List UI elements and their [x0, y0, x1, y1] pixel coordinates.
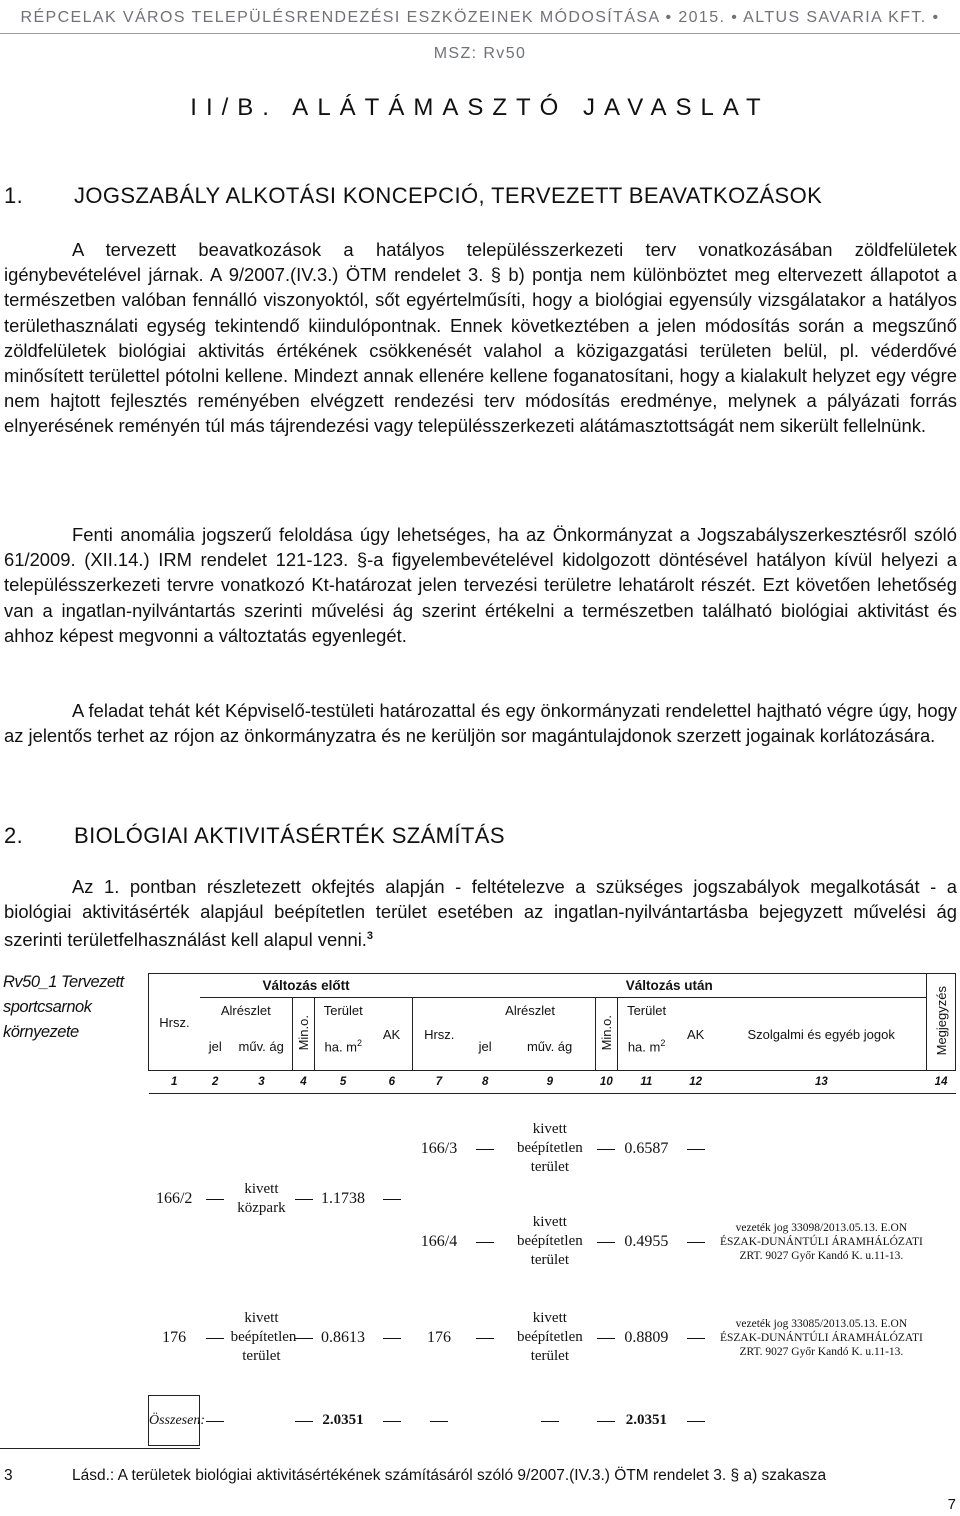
r1b-area-after: 0.4955: [624, 1232, 669, 1250]
r2-rights: vezeték jog 33085/2013.05.13. E.ON ÉSZAK-DUNÁNTÚLI ÁRAMHÁLÓZATI ZRT. 9027 Győr Kandó K. u.11-13.: [719, 1317, 923, 1358]
r2-muv-after: kivett beépítetlen terület: [516, 1310, 583, 1364]
r2-hrsz-after: 176: [427, 1328, 451, 1346]
section-1-p1-text: A tervezett beavatkozások a hatályos településszerkezeti terv vonatkozásában zöldfelületek igénybevételével járnak. A 9/2007.(IV.3.) ÖTM rendelet 3. § b) pontja nem különböztet meg eltervezett állapotot a természetben valóban fennálló viszonyoktól, sőt egyértelműsíti, hogy a biológiai egyensúly vizsgálatakor a hatályos területhasználati egység tekintendő kiindulópontnak. Ennek következtében a jelen módosítás során a megszűnő zöldfelületek biológiai aktivitás értékének csökkenését valahol a közigazgatási területen belül, pl. véderdővé minősített területtel pótolni kellene. Mindezt annak ellenére kellene foganatosítani, hogy a kialakult helyzet egy végre nem hajtott fejlesztés reményében elvégzett rendezési terv módosítás eredménye, melynek a pályázati forrás elnyerésének reményén túl más tájrendezési vagy településszerkezeti alátámasztottságát nem sikerült fellelnünk.: [4, 239, 957, 437]
dash: [687, 1149, 705, 1150]
r1a-ak-after: [675, 1106, 716, 1192]
th-ak-after: AK: [675, 998, 716, 1071]
dash: [295, 1421, 313, 1422]
r2-ak-after: [675, 1292, 716, 1384]
dash: [687, 1242, 705, 1243]
footnote: [4, 1467, 826, 1485]
col-number: 8: [466, 1071, 505, 1094]
col-number: 3: [231, 1071, 293, 1094]
col-number: 2: [200, 1071, 231, 1094]
section-2-heading: [4, 823, 505, 849]
dash: [295, 1199, 313, 1200]
dash: [383, 1338, 401, 1339]
dash: [476, 1149, 494, 1150]
th-megjegyzes-cell: [927, 974, 956, 1071]
col-number: 10: [595, 1071, 618, 1094]
r1b-rights: vezeték jog 33098/2013.05.13. E.ON ÉSZAK-DUNÁNTÚLI ÁRAMHÁLÓZATI ZRT. 9027 Győr Kandó K. u.11-13.: [719, 1221, 923, 1262]
header-rule: [0, 33, 960, 34]
th-valtozas-utan: Változás után: [412, 974, 926, 998]
r1-jel-before: [200, 1106, 231, 1292]
section-1-paragraph-3: [4, 698, 957, 748]
th-ak-before: AK: [371, 998, 412, 1071]
th-hrsz-after: Hrsz.: [412, 998, 465, 1071]
r1b-muv-after: kivett beépítetlen terület: [516, 1214, 583, 1268]
dash: [383, 1421, 401, 1422]
biological-activity-table: [148, 973, 956, 1446]
dash: [476, 1242, 494, 1243]
r2-mino-after: [595, 1292, 618, 1384]
part-title: II/B. ALÁTÁMASZTÓ JAVASLAT: [190, 94, 770, 121]
th-jel-before: jel: [208, 1038, 222, 1054]
col-number: 11: [618, 1071, 675, 1094]
sum-label: Összesen:: [149, 1396, 200, 1446]
r1a-jel-after: [466, 1106, 505, 1192]
dash: [383, 1199, 401, 1200]
dash: [430, 1421, 448, 1422]
section-1-paragraph-1: [4, 237, 957, 439]
section-1-p3-text: A feladat tehát két Képviselő-testületi határozattal és egy önkormányzati rendelettel hajtható végre úgy, hogy az jelentős terhet az rójon az önkormányzatra és ne kerüljön sor magántulajdonok szerzett jogainak korlátozására.: [4, 700, 957, 747]
section-1-paragraph-2: [4, 522, 957, 648]
dash: [541, 1421, 559, 1422]
col-number: 12: [675, 1071, 716, 1094]
dash: [206, 1338, 224, 1339]
section-1-number: 1.: [4, 183, 24, 208]
r1-ak-before: [371, 1106, 412, 1292]
th-terulet-after: Terület: [618, 998, 675, 1023]
dash: [597, 1242, 615, 1243]
th-terulet-before: Terület: [315, 998, 371, 1023]
dash: [295, 1338, 313, 1339]
r2-ak-before: [371, 1292, 412, 1384]
dash: [206, 1421, 224, 1422]
th-megjegyzes: Megjegyzés: [933, 985, 949, 1056]
th-alreszlet-after: Alrészlet: [466, 998, 595, 1023]
th-valtozas-elott: Változás előtt: [200, 974, 412, 998]
r2-muv-before: kivett beépítetlen terület: [230, 1310, 297, 1364]
col-number: 13: [716, 1071, 927, 1094]
col-number: 6: [371, 1071, 412, 1094]
col-number: 9: [505, 1071, 595, 1094]
th-mino-after: Min.o.: [598, 1014, 614, 1051]
r1b-mino-after: [595, 1192, 618, 1292]
sum-before: 2.0351: [322, 1412, 364, 1428]
sum-after: 2.0351: [625, 1412, 667, 1428]
dash: [476, 1338, 494, 1339]
col-number: 7: [412, 1071, 465, 1094]
r1a-muv-after: kivett beépítetlen terület: [516, 1121, 583, 1175]
footnote-ref: 3: [366, 930, 374, 943]
dash: [597, 1421, 615, 1422]
r2-area-after: 0.8809: [624, 1328, 669, 1346]
col-number: 14: [927, 1071, 956, 1094]
r1a-hrsz-after: 166/3: [420, 1139, 458, 1157]
th-muv-after: műv. ág: [526, 1038, 573, 1054]
r1a-area-after: 0.6587: [624, 1139, 669, 1157]
dash: [597, 1338, 615, 1339]
section-2-p1-text: Az 1. pontban részletezett okfejtés alapján - feltételezve a szükséges jogszabályok megalkotását - a biológiai aktivitásérték alapjául beépítetlen terület esetében az ingatlan-nyilvántartásba bejegyzett művelési ág szerinti területfelhasználást kell alapul venni.: [4, 876, 957, 951]
r2-jel-after: [466, 1292, 505, 1384]
th-muv-before: műv. ág: [238, 1038, 284, 1054]
r2-mino-before: [292, 1292, 315, 1384]
footnote-rule: [0, 1448, 200, 1449]
dash: [687, 1338, 705, 1339]
table-side-note: Rv50_1 Tervezett sportcsarnok környezete: [3, 973, 124, 1041]
col-number: 1: [149, 1071, 200, 1094]
footnote-text: Lásd.: A területek biológiai aktivitásértékének számításáról szóló 9/2007.(IV.3.) ÖTM rendelet 3. § a) szakasza: [72, 1467, 827, 1484]
r1a-mino-after: [595, 1106, 618, 1192]
table-row: [149, 1106, 956, 1192]
section-1-title: JOGSZABÁLY ALKOTÁSI KONCEPCIÓ, TERVEZETT BEAVATKOZÁSOK: [74, 183, 823, 208]
r1-area-before: 1.1738: [321, 1189, 366, 1207]
section-1-p2-text: Fenti anomália jogszerű feloldása úgy lehetséges, ha az Önkormányzat a Jogszabályszerkesztésről szóló 61/2009. (XII.14.) IRM rendelet 121-123. §-a figyelembevételével kidolgozott döntésével hatályon kívül helyezi a településszerkezeti tervre vonatkozó Kt-határozat jelen tervezési területre lehatárolt részét. Ezt követően lehetőség van a ingatlan-nyilvántartás szerinti művelési ág szerint értékelni a természetben található biológiai aktivitást és ahhoz képest megvonni a változtatás egyenlegét.: [4, 524, 957, 646]
r2-area-before: 0.8613: [321, 1328, 366, 1346]
section-1-heading: [4, 183, 822, 209]
r1b-hrsz-after: 166/4: [420, 1232, 458, 1250]
running-header: RÉPCELAK VÁROS TELEPÜLÉSRENDEZÉSI ESZKÖZEINEK MÓDOSÍTÁSA • 2015. • ALTUS SAVARIA KFT. • MSZ: Rv50: [20, 9, 940, 62]
th-szolgalmi: Szolgalmi és egyéb jogok: [716, 998, 927, 1071]
table-sum-row: [149, 1396, 956, 1446]
r2-hrsz-before: 176: [162, 1328, 187, 1346]
r2-jel-before: [200, 1292, 231, 1384]
r1-hrsz-before: 166/2: [155, 1189, 193, 1207]
th-ha-after: ha. $m^2$: [627, 1038, 666, 1055]
table-row: [149, 1292, 956, 1384]
th-jel-after: jel: [478, 1038, 492, 1054]
section-2-paragraph-1: [4, 874, 957, 953]
dash: [206, 1199, 224, 1200]
r1-muv-before: kivett közpark: [237, 1180, 286, 1216]
dash: [687, 1421, 705, 1422]
page-number: 7: [947, 1496, 956, 1513]
th-ha-before: ha. $m^2$: [324, 1038, 363, 1055]
r1b-jel-after: [466, 1192, 505, 1292]
dash: [597, 1149, 615, 1150]
col-number: 5: [315, 1071, 371, 1094]
section-2-number: 2.: [4, 823, 24, 848]
th-alreszlet-before: Alrészlet: [200, 998, 292, 1023]
r1b-ak-after: [675, 1192, 716, 1292]
section-2-title: BIOLÓGIAI AKTIVITÁSÉRTÉK SZÁMÍTÁS: [74, 823, 505, 848]
r1-mino-before: [292, 1106, 315, 1292]
th-mino-before-cell: [292, 998, 315, 1071]
th-hrsz-before: Hrsz.: [149, 974, 200, 1071]
col-number: 4: [292, 1071, 315, 1094]
th-mino-after-cell: [595, 998, 618, 1071]
footnote-number: 3: [4, 1467, 13, 1484]
th-mino-before: Min.o.: [296, 1014, 311, 1051]
